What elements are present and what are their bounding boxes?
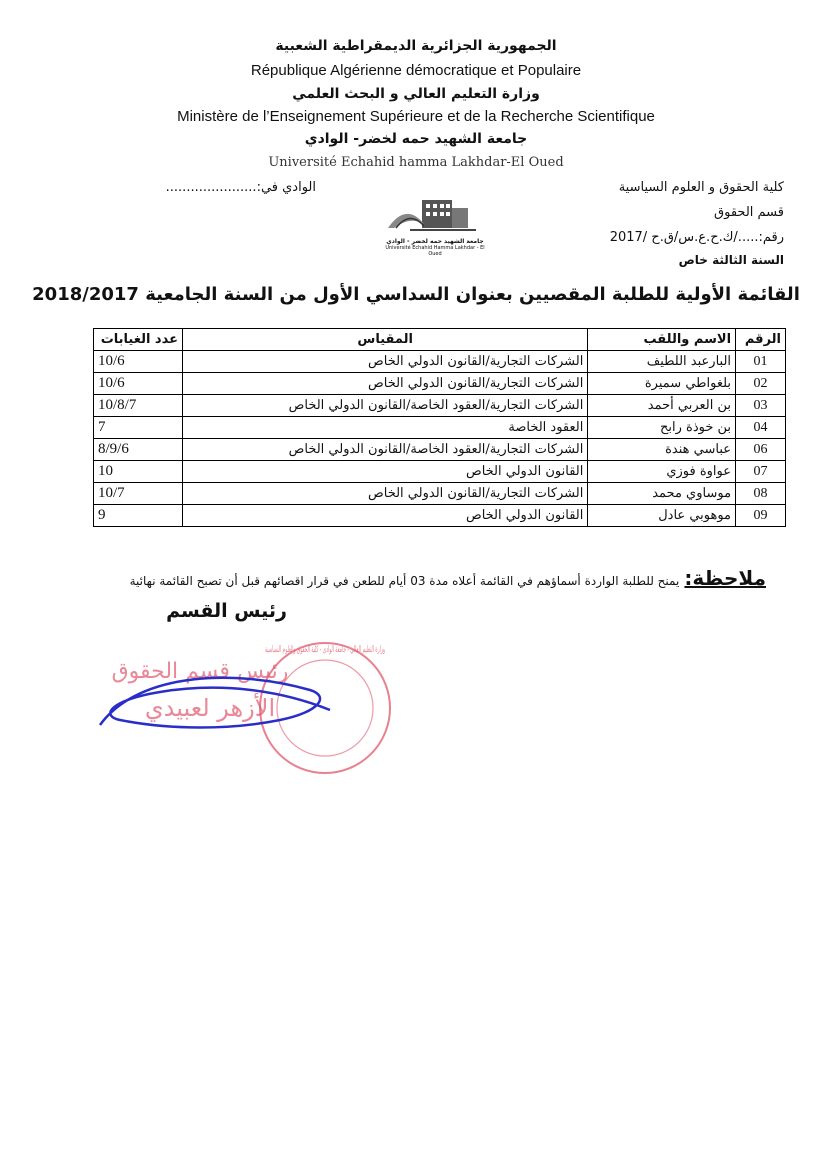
cell-number: 06 [736,439,786,461]
cell-absences: 10/6 [94,373,183,395]
cell-absences: 7 [94,417,183,439]
cell-name: بن خوذة رابح [588,417,736,439]
reference-number: رقم:...../ك.ح.ع.س/ق.ح /2017 [609,230,784,245]
cell-absences: 10/7 [94,483,183,505]
cell-module: القانون الدولي الخاص [183,461,588,483]
cell-absences: 10/6 [94,351,183,373]
cell-number: 02 [736,373,786,395]
stamp-title-text: رئيس قسم الحقوق [111,659,289,684]
logo-text-ar: جامعة الشهيد حمه لخضر - الوادي [386,238,484,245]
university-building-icon [380,194,490,234]
note-label: ملاحظة: [684,566,766,590]
year-level: السنة الثالثة خاص [678,253,784,267]
cell-absences: 10 [94,461,183,483]
university-ar: جامعة الشهيد حمه لخضر- الوادي [304,131,528,147]
document-title: القائمة الأولية للطلبة المقصيين بعنوان السداسي الأول من السنة الجامعية 2018/2017 [32,284,800,305]
cell-name: موساوي محمد [588,483,736,505]
cell-number: 08 [736,483,786,505]
stamp-name-text: الأزهر لعبيدي [144,694,276,722]
table-row [94,395,786,417]
cell-name: عباسي هندة [588,439,736,461]
cell-absences: 10/8/7 [94,395,183,417]
logo-text-fr: Université Echahid Hamma Lakhdar - El Oued [385,245,485,257]
table-row [94,505,786,527]
cell-absences: 9 [94,505,183,527]
cell-number: 07 [736,461,786,483]
cell-module: الشركات التجارية/القانون الدولي الخاص [183,373,588,395]
cell-name: موهوبي عادل [588,505,736,527]
cell-number: 01 [736,351,786,373]
table-header-row [94,329,786,351]
university-fr: Université Echahid hamma Lakhdar-El Oued [268,155,564,170]
republic-ar: الجمهورية الجزائرية الديمقراطية الشعبية [275,38,557,54]
header-absences: عدد الغيابات [94,329,183,351]
table-row [94,461,786,483]
cell-name: بلغواطي سميرة [588,373,736,395]
cell-name: بن العربي أحمد [588,395,736,417]
cell-module: الشركات التجارية/العقود الخاصة/القانون الدولي الخاص [183,395,588,417]
header-number: الرقم [736,329,786,351]
university-logo [380,194,490,257]
cell-module: القانون الدولي الخاص [183,505,588,527]
cell-name: البارعبد اللطيف [588,351,736,373]
department-head-title: رئيس القسم [166,600,287,622]
table-row [94,439,786,461]
ministry-ar: وزارة التعليم العالي و البحث العلمي [292,86,540,102]
cell-module: الشركات التجارية/القانون الدولي الخاص [183,351,588,373]
place-date: الوادي في:...................... [165,180,316,195]
table-row [94,417,786,439]
excluded-students-table [93,328,786,527]
cell-absences: 8/9/6 [94,439,183,461]
cell-module: الشركات التجارية/العقود الخاصة/القانون الدولي الخاص [183,439,588,461]
official-stamp [80,630,400,790]
header-module: المقياس [183,329,588,351]
note-block [46,566,766,590]
note-text: يمنح للطلبة الواردة أسماؤهم في القائمة أعلاه مدة 03 أيام للطعن في قرار اقصائهم قبل أن تصبح القائمة نهائية [129,574,680,588]
cell-module: العقود الخاصة [183,417,588,439]
cell-number: 03 [736,395,786,417]
republic-fr: République Algérienne démocratique et Populaire [250,62,582,79]
cell-number: 09 [736,505,786,527]
table-row [94,483,786,505]
header-name: الاسم واللقب [588,329,736,351]
table-row [94,373,786,395]
ministry-fr: Ministère de l’Enseignement Supérieure et de la Recherche Scientifique [177,108,655,125]
cell-module: الشركات التجارية/القانون الدولي الخاص [183,483,588,505]
faculty-label: كلية الحقوق و العلوم السياسية [618,180,784,195]
table-row [94,351,786,373]
cell-number: 04 [736,417,786,439]
department-label: قسم الحقوق [714,205,784,220]
cell-name: عواوة فوزي [588,461,736,483]
seal-text: وزارة التعليم العالي - جامعة الوادي - كلية الحقوق والعلوم السياسية [265,645,385,655]
